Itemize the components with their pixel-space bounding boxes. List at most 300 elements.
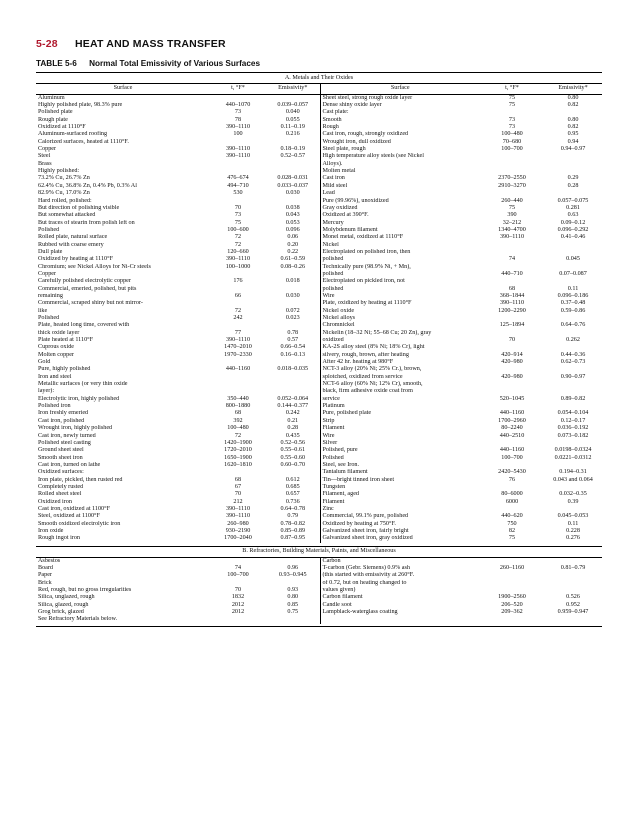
table-row <box>36 396 602 403</box>
table-row <box>36 455 602 462</box>
surface-cell: Pure, polished plate <box>320 410 480 417</box>
surface-cell: Rough <box>320 124 480 131</box>
surface-cell: Steel, see Iron. <box>320 462 480 469</box>
temperature-cell <box>210 374 266 381</box>
table-row <box>36 146 602 153</box>
surface-cell: Oxidized surfaces: <box>38 469 84 476</box>
temperature-cell: 70 <box>508 337 516 344</box>
temperature-cell: 420–980 <box>501 373 523 380</box>
table-number: TABLE 5-6 <box>36 59 77 68</box>
temperature-cell: 440–1160 <box>499 447 525 454</box>
temperature-cell: 390–1110 <box>225 505 251 512</box>
temperature-cell: 125–1894 <box>499 322 525 329</box>
emissivity-cell: 0.80 <box>567 116 579 123</box>
emissivity-cell: 0.87–0.95 <box>280 535 306 542</box>
table-row <box>36 131 602 138</box>
emissivity-cell: 0.82 <box>567 102 579 109</box>
temperature-cell <box>480 242 544 249</box>
col-header-temperature: t, °F* <box>210 83 266 94</box>
emissivity-cell <box>266 271 320 278</box>
emissivity-cell: 0.073–0.182 <box>557 432 589 439</box>
table-row <box>36 234 602 241</box>
emissivity-cell <box>544 242 602 249</box>
surface-cell: remaining <box>38 292 63 299</box>
surface-cell: Cast iron <box>320 175 480 182</box>
emissivity-cell: 0.80 <box>567 94 579 101</box>
surface-cell: Steel <box>38 153 51 160</box>
temperature-cell: 390–1110 <box>225 513 251 520</box>
temperature-cell: 390–1110 <box>499 300 525 307</box>
emissivity-cell <box>544 440 602 447</box>
table-row <box>36 491 602 498</box>
col-header-emissivity: Emissivity* <box>266 83 320 94</box>
surface-cell: Cast iron, turned on lathe <box>38 461 101 468</box>
temperature-cell: 930–2190 <box>225 527 251 534</box>
temperature-cell: 800–1880 <box>225 403 251 410</box>
surface-cell: Polished iron <box>38 403 71 410</box>
temperature-cell: 1420–1900 <box>224 439 252 446</box>
surface-cell: Dense shiny oxide layer <box>320 102 480 109</box>
emissivity-cell: 0.94–0.97 <box>560 146 586 153</box>
temperature-cell: 390 <box>507 212 517 219</box>
surface-cell: Iron freshly emeried <box>38 410 89 417</box>
emissivity-cell: 0.657 <box>285 491 300 498</box>
temperature-cell: 100–480 <box>227 425 249 432</box>
surface-cell: Tin—bright tinned iron sheet <box>320 477 480 484</box>
temperature-cell: 73 <box>234 109 242 116</box>
table-row <box>36 580 602 587</box>
surface-cell: Rolled plate, natural surface <box>38 234 108 241</box>
emissivity-cell: 0.55–0.61 <box>280 447 306 454</box>
surface-cell: But somewhat attacked <box>38 212 96 219</box>
emissivity-cell: 0.39 <box>567 498 579 505</box>
emissivity-cell <box>544 403 602 410</box>
emissivity-cell: 0.030 <box>285 292 300 299</box>
emissivity-cell <box>544 580 602 587</box>
table-title: Normal Total Emissivity of Various Surfaces <box>89 59 261 68</box>
table-row <box>36 469 602 476</box>
table-row <box>36 315 602 322</box>
surface-cell: Highly polished: <box>38 168 80 175</box>
temperature-cell <box>210 381 266 388</box>
table-row <box>36 477 602 484</box>
surface-cell: NCT-6 alloy (60% Ni; 12% Cr), smooth, <box>320 381 480 388</box>
column-header-row <box>36 83 602 94</box>
page-header <box>36 38 226 50</box>
table-row <box>36 227 602 234</box>
table-row <box>36 440 602 447</box>
temperature-cell: 440–710 <box>501 270 523 277</box>
emissivity-cell: 0.06 <box>287 234 299 241</box>
surface-cell: (this started with emissivity at 260°F. <box>320 572 480 579</box>
surface-cell: Cast iron, oxidized at 1100°F <box>38 505 110 512</box>
temperature-cell: 120–660 <box>227 248 249 255</box>
emissivity-cell <box>266 374 320 381</box>
emissivity-cell: 0.033–0.037 <box>277 182 309 189</box>
temperature-cell: 72 <box>234 432 242 439</box>
table-row <box>36 256 602 263</box>
temperature-cell: 440–2510 <box>499 432 525 439</box>
emissivity-cell: 0.018 <box>285 278 300 285</box>
temperature-cell <box>480 366 544 373</box>
temperature-cell: 260–980 <box>227 520 249 527</box>
emissivity-cell: 0.045–0.053 <box>557 513 589 520</box>
temperature-cell: 2910–3270 <box>498 182 526 189</box>
emissivity-cell: 0.216 <box>285 131 300 138</box>
temperature-cell: 77 <box>234 329 242 336</box>
table-row <box>36 594 602 601</box>
surface-cell: Tungsten <box>320 484 480 491</box>
emissivity-cell: 0.59–0.86 <box>560 307 586 314</box>
col-header-temperature: t, °F* <box>480 83 544 94</box>
table-row <box>36 278 602 285</box>
temperature-cell: 390–1110 <box>225 124 251 131</box>
temperature-cell: 80–2240 <box>501 425 523 432</box>
emissivity-cell <box>266 139 320 146</box>
surface-cell: Brick <box>38 579 52 586</box>
temperature-cell <box>480 557 544 565</box>
emissivity-cell <box>544 381 602 388</box>
temperature-cell <box>480 403 544 410</box>
emissivity-cell: 0.37–0.48 <box>560 300 586 307</box>
emissivity-cell: 0.043 <box>285 212 300 219</box>
temperature-cell: 68 <box>234 476 242 483</box>
temperature-cell: 67 <box>234 483 242 490</box>
temperature-cell <box>480 264 544 271</box>
surface-cell: Dull plate <box>38 248 63 255</box>
emissivity-cell: 0.144–0.377 <box>277 403 309 410</box>
surface-cell: Oxidized at 390°F. <box>320 212 480 219</box>
temperature-cell: 212 <box>233 498 243 505</box>
table-row <box>36 535 602 542</box>
emissivity-cell <box>266 198 320 205</box>
table-row <box>36 337 602 344</box>
surface-cell: Polished <box>320 455 480 462</box>
temperature-cell: 1900–2560 <box>498 594 526 601</box>
table-row <box>36 308 602 315</box>
surface-cell: KA-2S alloy steel (8% Ni; 18% Cr), light <box>320 344 480 351</box>
temperature-cell <box>210 557 266 565</box>
emissivity-cell: 0.41–0.46 <box>560 234 586 241</box>
temperature-cell: 1620–1810 <box>224 461 252 468</box>
table-row <box>36 212 602 219</box>
surface-cell: Filament, aged <box>320 491 480 498</box>
surface-cell: See Refractory Materials below. <box>38 616 118 623</box>
temperature-cell: 390–1110 <box>225 337 251 344</box>
temperature-cell <box>480 506 544 513</box>
table-row <box>36 344 602 351</box>
table-row <box>36 168 602 175</box>
emissivity-cell: 0.80 <box>287 594 299 601</box>
surface-cell: High temperature alloy steels (see Nickel <box>320 153 480 160</box>
emissivity-cell: 0.85 <box>287 601 299 608</box>
table-row <box>36 330 602 337</box>
surface-cell: Board <box>38 564 54 571</box>
table-row <box>36 403 602 410</box>
surface-cell: Copper <box>38 270 57 277</box>
surface-cell: Copper <box>38 146 57 153</box>
temperature-cell <box>480 190 544 197</box>
emissivity-cell: 0.018–0.035 <box>277 366 309 373</box>
emissivity-cell <box>544 587 602 594</box>
emissivity-cell: 0.194–0.31 <box>559 469 587 476</box>
temperature-cell: 520–1045 <box>499 395 525 402</box>
emissivity-cell: 0.08–0.26 <box>280 263 306 270</box>
emissivity-cell <box>266 381 320 388</box>
emissivity-cell <box>544 616 602 623</box>
surface-cell: 82.9% Cu, 17.0% Zn <box>38 190 90 197</box>
surface-cell: Platinum <box>320 403 480 410</box>
emissivity-cell <box>266 557 320 565</box>
surface-cell: Nickel alloys <box>320 315 480 322</box>
table-row <box>36 381 602 388</box>
surface-cell: polished <box>320 286 480 293</box>
temperature-cell: 75 <box>508 535 516 542</box>
temperature-cell: 80–6000 <box>501 491 523 498</box>
emissivity-cell <box>544 161 602 168</box>
temperature-cell: 1700–2040 <box>224 535 252 542</box>
emissivity-cell: 0.959–0.947 <box>557 608 589 615</box>
surface-cell: Technically pure (98.9% Ni, + Mn), <box>320 264 480 271</box>
surface-cell: Molybdenum filament <box>320 227 480 234</box>
surface-cell: Molten copper <box>38 351 74 358</box>
surface-cell: Steel, oxidized at 1100°F <box>38 513 100 520</box>
temperature-cell: 420–980 <box>501 359 523 366</box>
emissivity-cell: 0.0198–0.0324 <box>554 447 592 454</box>
surface-cell: Oxidized at 1110°F <box>38 124 86 131</box>
temperature-cell: 176 <box>233 278 243 285</box>
temperature-cell: 72 <box>234 307 242 314</box>
section-a-title: A. Metals and Their Oxides <box>36 73 602 84</box>
surface-cell: service <box>320 396 480 403</box>
table-row <box>36 242 602 249</box>
surface-cell: Nickel oxide <box>320 308 480 315</box>
table-row <box>36 249 602 256</box>
surface-cell: Paper <box>38 572 52 579</box>
emissivity-cell: 0.93 <box>287 586 299 593</box>
emissivity-cell: 0.952 <box>566 601 580 608</box>
temperature-cell: 72 <box>234 241 242 248</box>
emissivity-cell: 0.054–0.104 <box>557 410 589 417</box>
emissivity-cell: 0.040 <box>285 109 300 116</box>
surface-cell: Silver <box>320 440 480 447</box>
temperature-cell <box>210 300 266 307</box>
surface-cell: oxidized <box>320 337 480 344</box>
temperature-cell: 74 <box>234 564 242 571</box>
emissivity-cell: 0.057–0.075 <box>557 197 589 204</box>
temperature-cell: 68 <box>508 285 516 292</box>
surface-cell: Galvanized sheet iron, fairly bright <box>320 528 480 535</box>
surface-cell: Filament <box>320 425 480 432</box>
temperature-cell: 530 <box>233 190 243 197</box>
emissivity-cell: 0.78–0.82 <box>280 520 306 527</box>
running-title: HEAT AND MASS TRANSFER <box>74 38 226 50</box>
emissivity-cell: 0.072 <box>285 307 300 314</box>
surface-cell: Polished steel casting <box>38 439 91 446</box>
emissivity-cell: 0.096–0.292 <box>557 226 589 233</box>
temperature-cell <box>480 315 544 322</box>
surface-cell: Plate, oxidized by heating at 1110°F <box>320 300 480 307</box>
emissivity-cell: 0.94 <box>567 138 579 145</box>
temperature-cell: 70–680 <box>502 138 522 145</box>
col-header-surface: Surface <box>36 83 210 94</box>
surface-cell: Commercial, emeried, polished, but pits <box>38 285 137 292</box>
surface-cell: Zinc <box>320 506 480 513</box>
temperature-cell: 260–1160 <box>499 564 525 571</box>
emissivity-table <box>36 72 602 627</box>
surface-cell: Electroplated on polished iron, then <box>320 249 480 256</box>
temperature-cell: 100–700 <box>501 454 523 461</box>
temperature-cell: 1200–2290 <box>498 307 526 314</box>
temperature-cell: 100–480 <box>501 131 523 138</box>
surface-cell: Monel metal, oxidized at 1110°F <box>320 234 480 241</box>
table-row <box>36 94 602 102</box>
table-row <box>36 418 602 425</box>
table-row <box>36 587 602 594</box>
emissivity-cell: 0.242 <box>285 410 300 417</box>
temperature-cell: 750 <box>507 520 517 527</box>
emissivity-cell <box>544 344 602 351</box>
emissivity-cell: 0.096 <box>285 226 300 233</box>
emissivity-cell: 0.89–0.82 <box>560 395 586 402</box>
emissivity-cell <box>266 388 320 395</box>
table-row <box>36 264 602 271</box>
emissivity-cell: 0.276 <box>566 535 580 542</box>
temperature-cell <box>480 109 544 116</box>
table-row <box>36 499 602 506</box>
emissivity-cell <box>544 557 602 565</box>
temperature-cell: 209–362 <box>501 608 523 615</box>
table-row <box>36 602 602 609</box>
table-row <box>36 374 602 381</box>
emissivity-cell <box>544 315 602 322</box>
surface-cell: Iron and steel <box>38 373 72 380</box>
surface-cell: Aluminum-surfaced roofing <box>38 131 108 138</box>
emissivity-cell: 0.685 <box>285 483 300 490</box>
temperature-cell <box>480 484 544 491</box>
table-row <box>36 293 602 300</box>
surface-cell: Cuprous oxide <box>38 344 74 351</box>
temperature-cell: 390–1110 <box>499 234 525 241</box>
emissivity-cell: 0.52–0.56 <box>280 439 306 446</box>
temperature-cell: 100–700 <box>227 572 249 579</box>
emissivity-cell <box>266 94 320 102</box>
table-row <box>36 425 602 432</box>
surface-cell: Aluminum <box>38 94 65 101</box>
table-row <box>36 198 602 205</box>
emissivity-cell <box>544 168 602 175</box>
emissivity-cell: 0.62–0.73 <box>560 359 586 366</box>
temperature-cell <box>480 278 544 285</box>
temperature-cell <box>210 161 266 168</box>
emissivity-cell: 0.85–0.89 <box>280 527 306 534</box>
col-header-surface: Surface <box>320 83 480 94</box>
table-row <box>36 410 602 417</box>
surface-cell: Smooth oxidized electrolytic iron <box>38 520 121 527</box>
emissivity-cell: 0.90–0.97 <box>560 373 586 380</box>
surface-cell: 73.2% Cu, 26.7% Zn <box>38 175 90 182</box>
temperature-cell <box>210 469 266 476</box>
surface-cell: Wrought iron, highly polished <box>38 425 113 432</box>
temperature-cell: 206–520 <box>501 601 523 608</box>
temperature-cell <box>210 359 266 366</box>
table-row <box>36 153 602 160</box>
temperature-cell: 75 <box>508 102 516 109</box>
surface-cell: Steel plate, rough <box>320 146 480 153</box>
temperature-cell: 78 <box>234 116 242 123</box>
surface-cell: Wire <box>320 293 480 300</box>
emissivity-cell: 0.11 <box>567 520 579 527</box>
table-row <box>36 506 602 513</box>
temperature-cell: 68 <box>234 410 242 417</box>
emissivity-cell: 0.036–0.192 <box>557 425 589 432</box>
emissivity-cell: 0.736 <box>285 498 300 505</box>
table-row <box>36 565 602 572</box>
surface-cell: Polished, pure <box>320 447 480 454</box>
surface-cell: Wire <box>320 433 480 440</box>
table-row <box>36 220 602 227</box>
emissivity-cell <box>544 506 602 513</box>
emissivity-cell <box>266 469 320 476</box>
surface-cell: Asbestos <box>38 557 61 564</box>
table-row <box>36 462 602 469</box>
emissivity-cell <box>544 572 602 579</box>
surface-cell: Silica, unglazed, rough <box>38 594 95 601</box>
surface-cell: Iron oxide <box>38 527 64 534</box>
emissivity-cell <box>266 359 320 366</box>
surface-cell: Rubbed with coarse emery <box>38 241 104 248</box>
page-number: 5-28 <box>36 38 58 50</box>
surface-cell: Molten metal <box>320 168 480 175</box>
emissivity-cell: 0.60–0.70 <box>280 461 306 468</box>
emissivity-cell: 0.81–0.79 <box>560 564 586 571</box>
temperature-cell <box>480 572 544 579</box>
temperature-cell: 1832 <box>231 594 245 601</box>
surface-cell: Cast iron, newly turned <box>38 432 96 439</box>
emissivity-cell <box>266 616 320 623</box>
table-row <box>36 557 602 565</box>
surface-cell: Commercial, scraped shiny but not mirror- <box>38 300 143 307</box>
emissivity-cell <box>266 286 320 293</box>
surface-cell: Galvanized sheet iron, gray oxidized <box>320 535 480 542</box>
surface-cell: polished <box>320 271 480 278</box>
surface-cell: Hard rolled, polished: <box>38 197 92 204</box>
temperature-cell: 1720–2010 <box>224 447 252 454</box>
surface-cell: Cast iron, polished <box>38 417 85 424</box>
table-row <box>36 609 602 616</box>
temperature-cell: 75 <box>508 94 516 101</box>
table-row <box>36 102 602 109</box>
surface-cell: Nickelin (18–32 Ni; 55–68 Cu; 20 Zn), gray <box>320 330 480 337</box>
temperature-cell: 350–440 <box>227 395 249 402</box>
temperature-cell: 6000 <box>505 498 519 505</box>
emissivity-cell: 0.63 <box>567 212 579 219</box>
table-row <box>36 117 602 124</box>
temperature-cell <box>480 616 544 623</box>
emissivity-cell: 0.44–0.36 <box>560 351 586 358</box>
emissivity-cell: 0.11 <box>567 285 579 292</box>
surface-cell: Tantalum filament <box>320 469 480 476</box>
surface-cell <box>320 616 480 623</box>
temperature-cell: 1340–4700 <box>498 226 526 233</box>
temperature-cell <box>480 330 544 337</box>
emissivity-cell <box>266 300 320 307</box>
emissivity-cell <box>544 462 602 469</box>
temperature-cell: 1650–1900 <box>224 454 252 461</box>
surface-cell: Alloys). <box>320 161 480 168</box>
emissivity-cell: 0.262 <box>566 337 580 344</box>
surface-cell: Plate, heated long time, covered with <box>38 322 130 329</box>
